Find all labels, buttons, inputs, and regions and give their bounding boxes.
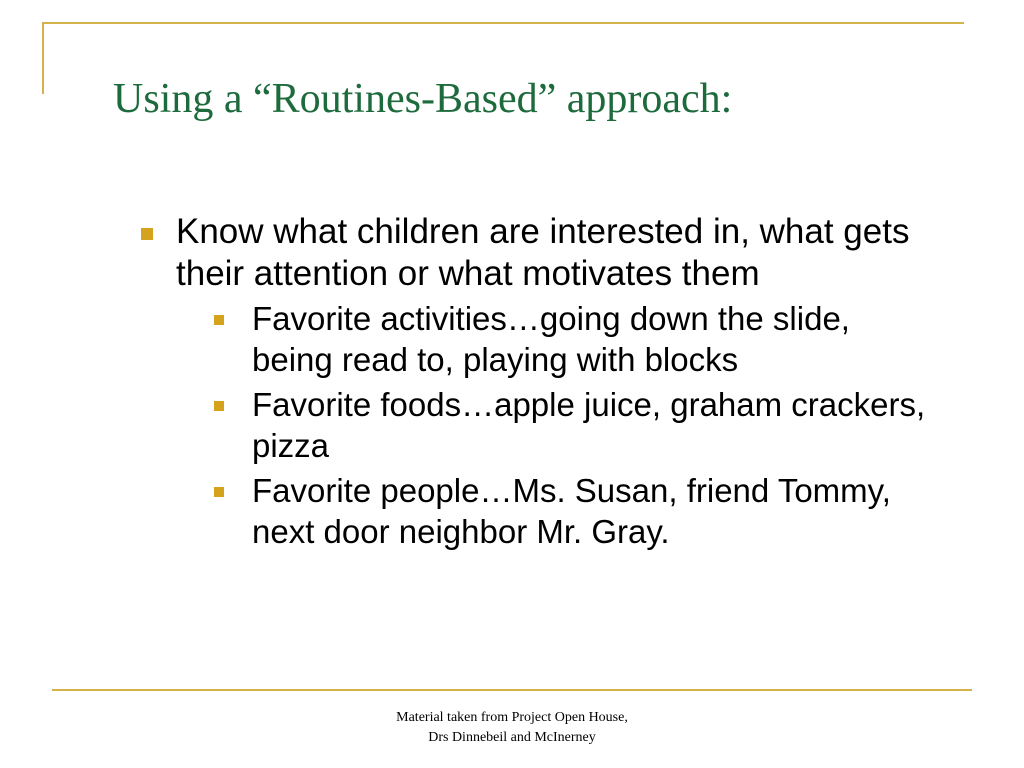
sub-bullet-foods <box>214 384 928 466</box>
left-rule <box>42 22 44 94</box>
square-bullet-icon <box>214 487 224 497</box>
square-bullet-icon <box>141 228 153 240</box>
slide-body <box>138 211 928 556</box>
sub-bullet-text: Favorite activities…going down the slide, being read to, playing with blocks <box>252 300 850 378</box>
bottom-rule <box>52 689 972 691</box>
top-rule <box>42 22 964 24</box>
footer-line-1: Material taken from Project Open House, <box>396 710 628 725</box>
footer-line-2: Drs Dinnebeil and McInerney <box>428 730 596 745</box>
square-bullet-icon <box>214 315 224 325</box>
sub-bullet-people <box>214 470 928 552</box>
slide-footer <box>312 708 712 748</box>
sub-bullet-text: Favorite foods…apple juice, graham crackers, pizza <box>252 386 926 464</box>
sub-bullet-activities <box>214 298 928 380</box>
bullet-main <box>138 211 928 295</box>
sub-bullet-text: Favorite people…Ms. Susan, friend Tommy, next door neighbor Mr. Gray. <box>252 472 891 550</box>
slide-title: Using a “Routines-Based” approach: <box>113 76 733 122</box>
sub-bullet-list <box>138 298 928 552</box>
bullet-main-text: Know what children are interested in, what gets their attention or what motivates them <box>176 212 910 293</box>
square-bullet-icon <box>214 401 224 411</box>
